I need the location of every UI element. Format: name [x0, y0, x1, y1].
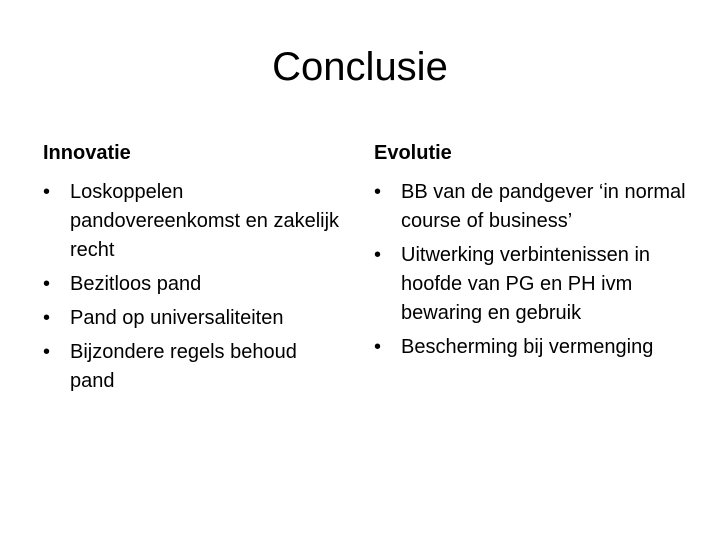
column-heading-innovatie: Innovatie [43, 142, 131, 164]
innovatie-bullet-list [43, 178, 343, 396]
bullet-item: • BB van de pandgever ‘in normal course of business’ [374, 178, 694, 236]
bullet-item: • Uitwerking verbintenissen in hoofde van PG en PH ivm bewaring en gebruik [374, 241, 694, 328]
innovatie-column [43, 140, 343, 401]
bullet-item: • Pand op universaliteiten [43, 304, 343, 333]
bullet-item: • Bezitloos pand [43, 270, 343, 299]
bullet-item: • Bijzondere regels behoud pand [43, 338, 343, 396]
evolutie-column [374, 140, 694, 367]
bullet-item: • Loskoppelen pandovereenkomst en zakelijk recht [43, 178, 343, 265]
slide-title: Conclusie [272, 45, 448, 89]
evolutie-bullet-list [374, 178, 694, 362]
column-heading-evolutie: Evolutie [374, 142, 452, 164]
bullet-item: • Bescherming bij vermenging [374, 333, 694, 362]
